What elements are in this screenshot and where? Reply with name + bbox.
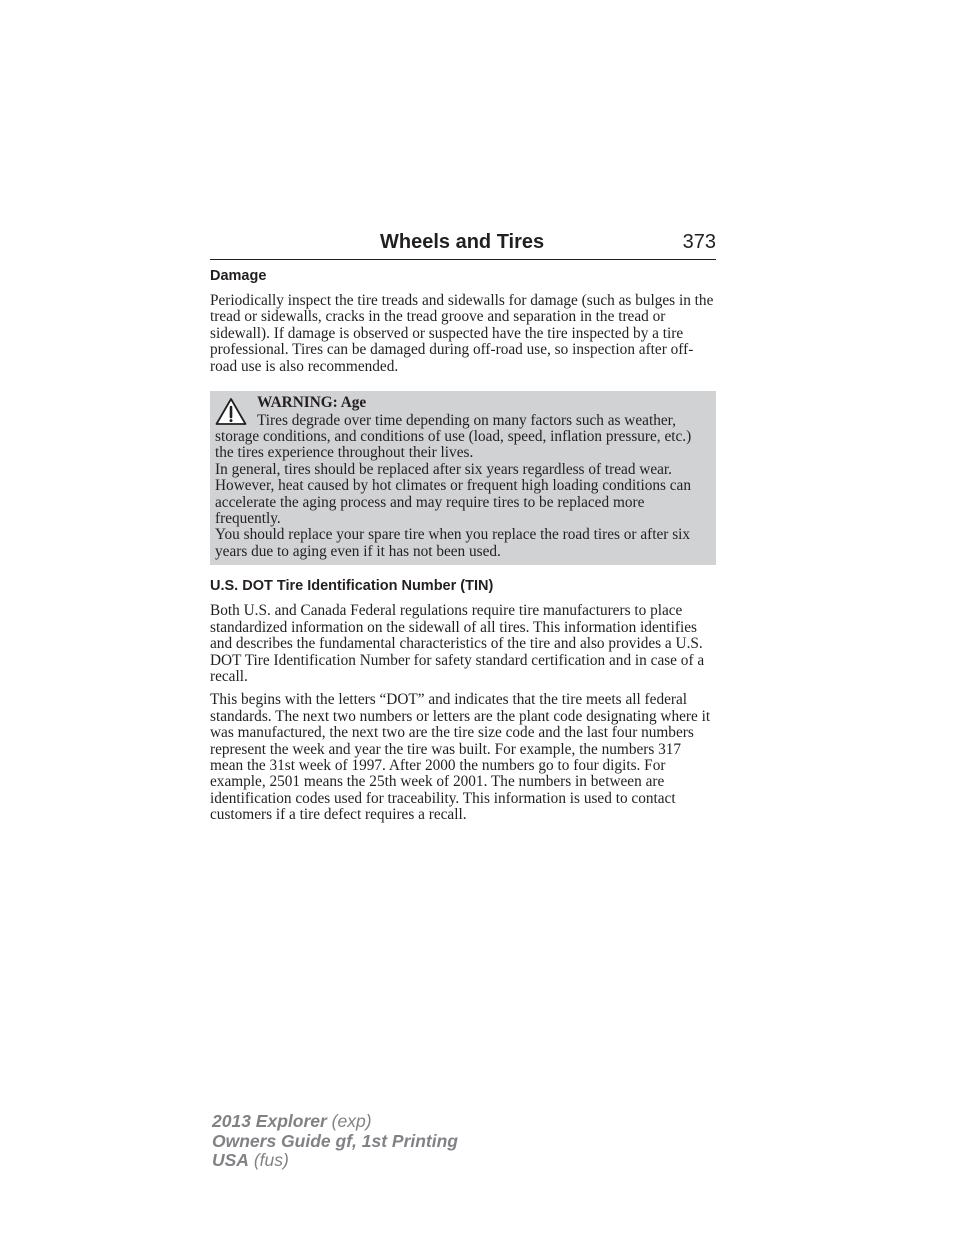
footer-line	[212, 1132, 458, 1152]
page-header	[210, 229, 716, 260]
tin-heading: U.S. DOT Tire Identification Number (TIN)	[210, 578, 494, 595]
page-footer	[212, 1112, 458, 1171]
page-number: 373	[682, 231, 716, 253]
section-title: Wheels and Tires	[380, 231, 545, 253]
tin-paragraph: This begins with the letters “DOT” and indicates that the tire meets all federal standards. The next two numbers or letters are the plant code designating where it was manufactured, the next two are the tire size code and the last four numbers represent the week and year the tire was built. For example, the numbers 317 mean the 31st week of 1997. After 2000 the numbers go to four digits. For example, 2501 means the 25th week of 2001. The numbers in between are identification codes used for traceability. This information is used to contact customers if a tire defect requires a recall.	[210, 691, 711, 824]
footer-line	[212, 1151, 458, 1171]
footer-market-code: (fus)	[253, 1150, 289, 1170]
warning-paragraph: In general, tires should be replaced after six years regardless of tread wear. However, heat caused by hot climates or frequent high loading conditions can accelerate the aging process and may require tires to be replaced more frequently.	[215, 460, 691, 528]
page-content	[210, 266, 716, 831]
warning-paragraph: Tires degrade over time depending on many factors such as weather, storage conditions, and conditions of use (load, speed, inflation pressure, etc.) the tires experience throughout their lives.	[215, 411, 692, 462]
footer-line	[212, 1112, 458, 1132]
footer-market: USA	[212, 1150, 249, 1170]
footer-model-code: (exp)	[331, 1111, 372, 1131]
damage-heading: Damage	[210, 268, 267, 284]
footer-model: 2013 Explorer	[212, 1111, 327, 1131]
tin-paragraph: Both U.S. and Canada Federal regulations require tire manufacturers to place standardized information on the sidewall of all tires. This information identifies and describes the fundamental characteristics of the tire and also provides a U.S. DOT Tire Identification Number for safety standard certification and in case of a recall.	[210, 602, 705, 685]
footer-guide: Owners Guide gf, 1st Printing	[212, 1130, 458, 1151]
damage-paragraph: Periodically inspect the tire treads and sidewalls for damage (such as bulges in the tread or sidewalls, cracks in the tread groove and separation in the tread or sidewall). If damage is observed or suspected have the tire inspected by a tire professional. Tires can be damaged during off-road use, so inspection after off-road use is also recommended.	[210, 292, 714, 375]
warning-title: WARNING: Age	[257, 394, 367, 412]
warning-triangle-icon	[215, 397, 247, 426]
warning-paragraph: You should replace your spare tire when you replace the road tires or after six years due to aging even if it has not been used.	[215, 526, 691, 560]
warning-box	[210, 391, 716, 565]
